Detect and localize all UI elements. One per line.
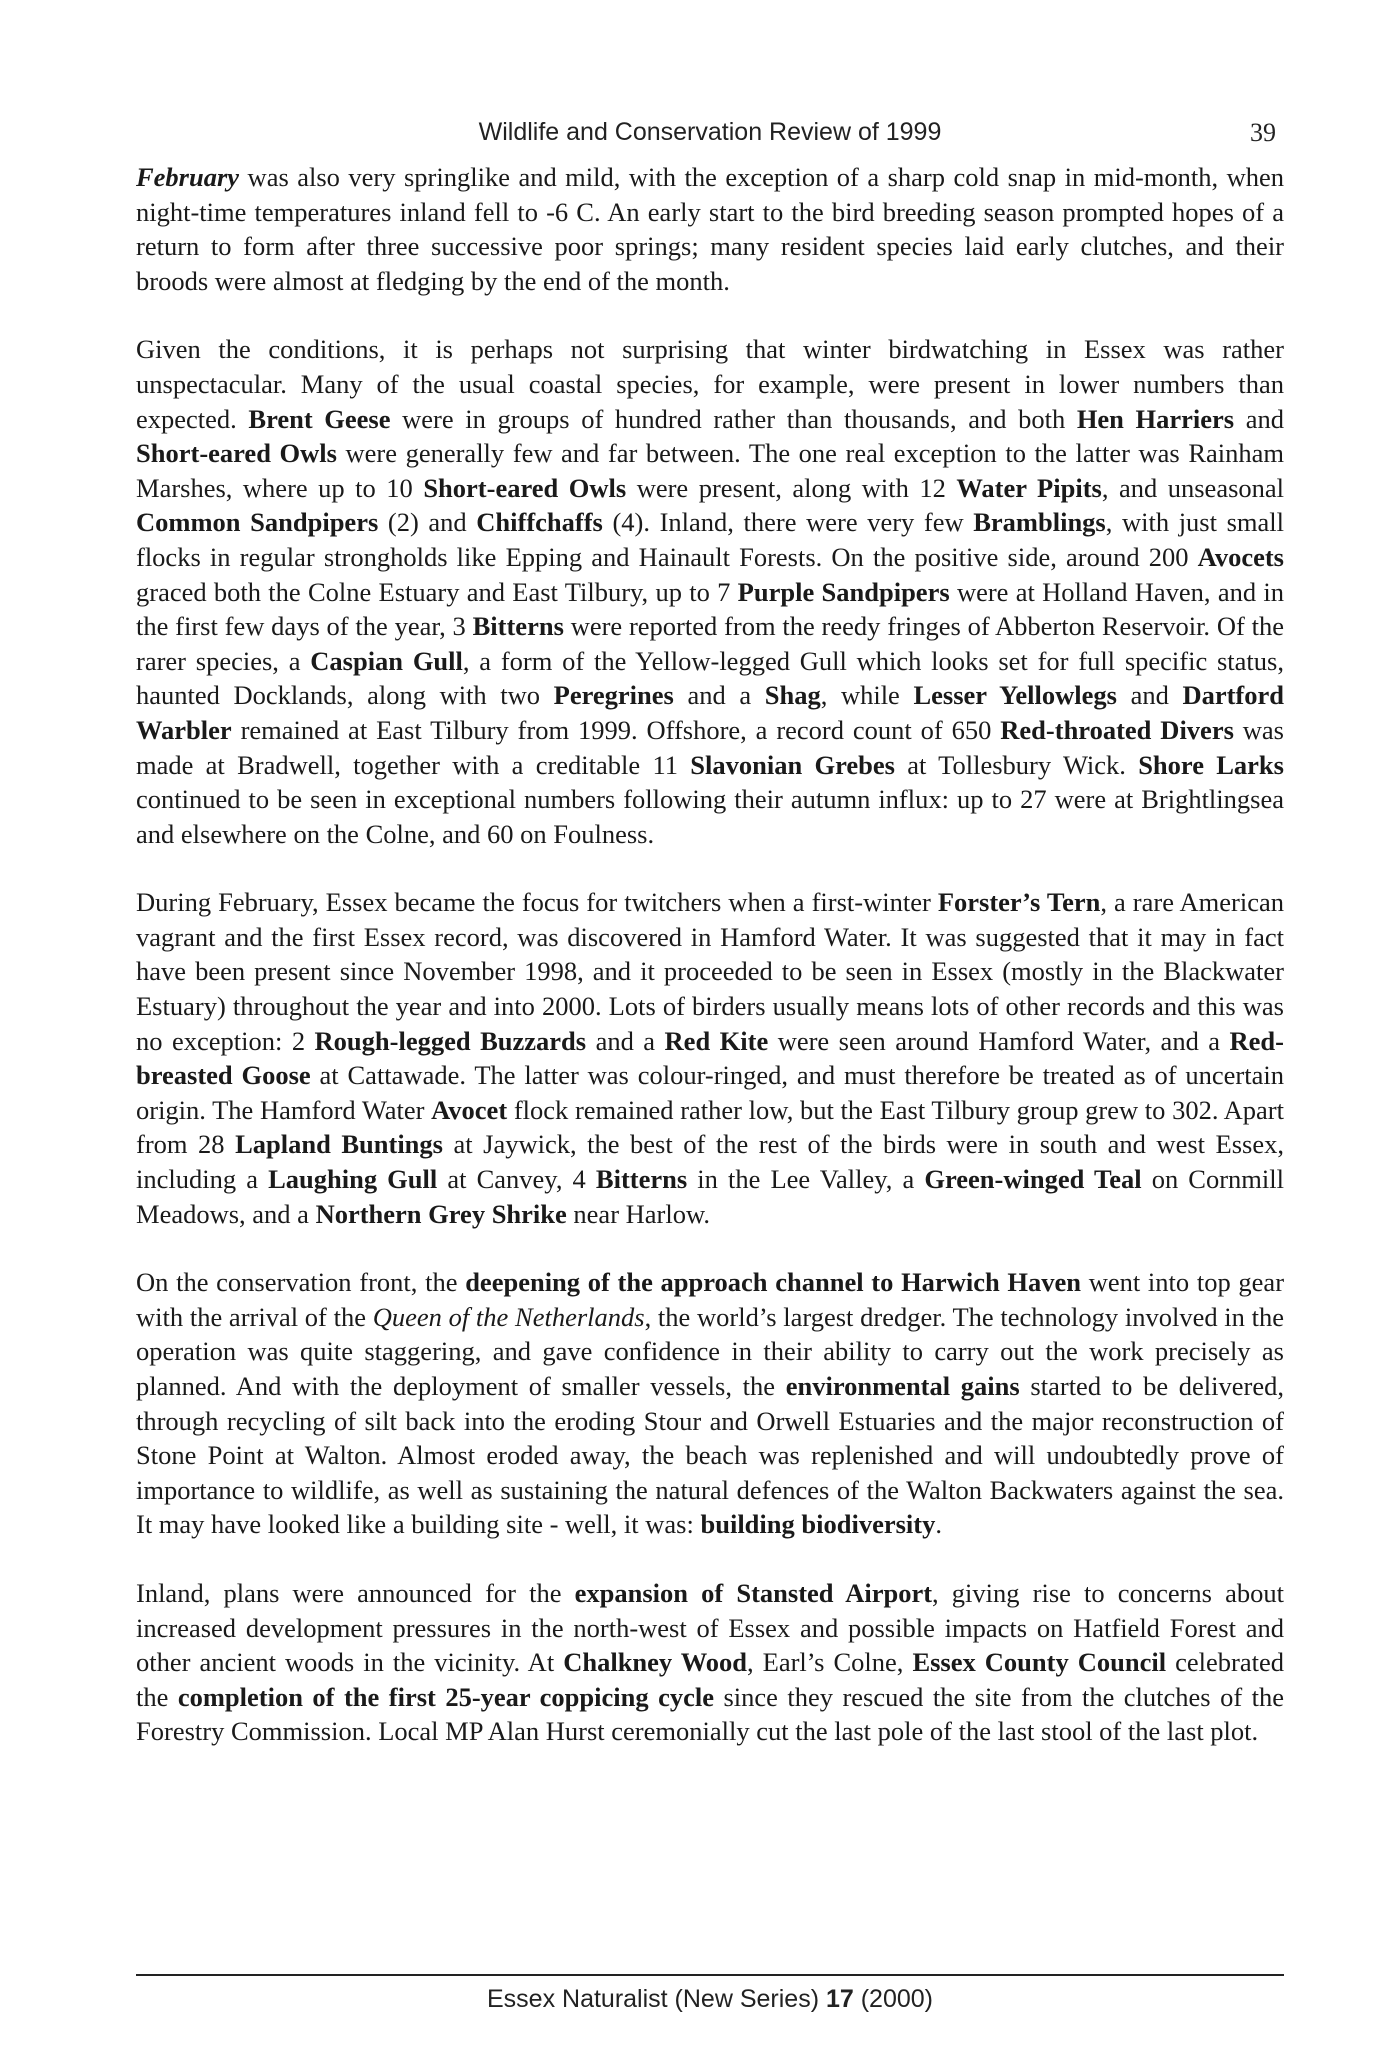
bold-term: Short-eared Owls [423, 472, 627, 503]
bold-term: completion of the first 25-year coppicing cycle [177, 1681, 714, 1712]
page-number: 39 [1250, 118, 1276, 147]
bold-term: Short-eared Owls [136, 438, 337, 469]
text-run: celebrated the [136, 1647, 1284, 1712]
text-run: and [1234, 403, 1284, 434]
text-run: at Canvey, 4 [437, 1164, 596, 1195]
text-run: were at Holland Haven, and in the first few days of the year, 3 [136, 576, 1284, 642]
bold-term: Shag [764, 680, 821, 711]
text-run: were reported from the reedy fringes of Abberton Reservoir. Of the rarer species, a [136, 611, 1284, 676]
running-head-title: Wildlife and Conservation Review of 1999 [478, 118, 942, 146]
text-run: . [935, 1509, 942, 1540]
text-run: near Harlow. [566, 1198, 711, 1229]
bold-term: Forster’s Tern [937, 887, 1101, 918]
footer-year: (2000) [860, 1985, 933, 2013]
text-run: , giving rise to concerns about increased development pressures in the north-west of Essex and possible impacts on Hatfield Forest and other ancient woods in the vicinity. At [136, 1577, 1284, 1678]
page-footer [136, 1982, 1284, 2016]
bold-term: Red-breasted Goose [136, 1025, 1284, 1091]
bold-italic-term-text: February [136, 162, 240, 192]
bold-term: Water Pipits [956, 472, 1102, 503]
text-run: , with just small flocks in regular strongholds like Epping and Hainault Forests. On the positive side, around 200 [136, 507, 1284, 572]
bold-term: Lesser Yellowlegs [913, 680, 1117, 711]
italic-term: Queen of the Netherlands [372, 1301, 645, 1332]
bold-term: deepening of the approach channel to Harwich Haven [465, 1267, 1082, 1298]
bold-term: environmental gains [785, 1371, 1020, 1401]
text-run: on Cornmill Meadows, and a [136, 1164, 1284, 1229]
paragraph [136, 1576, 1284, 1749]
text-run: , the world’s largest dredger. The technology involved in the operation was quite staggering, and gave confidence in their ability to carry out the work precisely as planned. And with the deployment of smaller vessels, the [136, 1301, 1285, 1401]
bold-term: Brent Geese [248, 403, 391, 434]
bold-term: Common Sandpipers [136, 507, 379, 538]
text-run: Given the conditions, it is perhaps not surprising that winter birdwatching in Essex was rather unspectacular. Many of the usual coastal species, for example, were present in lower numbers than expected. [136, 334, 1284, 434]
text-run: , Earl’s Colne, [747, 1647, 913, 1678]
bold-term: Purple Sandpipers [737, 576, 950, 607]
bold-term: Red-throated Divers [1000, 714, 1234, 745]
text-run: was also very springlike and mild, with the exception of a sharp cold snap in mid-month, when night-time temperatures inland fell to -6 C. An early start to the bird breeding season prompted hopes of a return to form after three successive poor springs; many resident species laid early clutches, and their broods were almost at fledging by the end of the month. [136, 162, 1284, 296]
bold-term: Bramblings [973, 507, 1106, 538]
text-run: remained at East Tilbury from 1999. Offshore, a record count of 650 [231, 714, 1001, 745]
text-run: and [1116, 680, 1183, 711]
bold-term: expansion of Stansted Airport [574, 1577, 933, 1608]
bold-term: Hen Harriers [1076, 403, 1235, 434]
text-run: at Cattawade. The latter was colour-ringed, and must therefore be treated as of uncertain origin. The Hamford Water [136, 1060, 1284, 1125]
text-run: graced both the Colne Estuary and East Tilbury, up to 7 [136, 576, 738, 607]
bold-italic-term [136, 162, 239, 192]
bold-term: Shore Larks [1138, 749, 1284, 780]
bold-term: Lapland Buntings [235, 1129, 443, 1160]
text-run: Inland, plans were announced for the [136, 1577, 575, 1608]
text-run: were seen around Hamford Water, and a [768, 1025, 1230, 1056]
article-body [136, 160, 1284, 1749]
document-page [136, 110, 1285, 2013]
bold-term: Chiffchaffs [476, 507, 603, 538]
text-run: were in groups of hundred rather than thousands, and both [390, 403, 1077, 434]
text-run: went into top gear with the arrival of the [136, 1267, 1285, 1332]
bold-term: Essex County Council [912, 1647, 1167, 1678]
text-run: started to be delivered, through recycling of silt back into the eroding Stour and Orwell Estuaries and the major reconstruction of Stone Point at Walton. Almost eroded away, the beach was replenished and will undoubtedly prove of importance to wildlife, as well as sustaining the natural defences of the Walton Backwaters against the sea. It may have looked like a building site - well, it was: [136, 1371, 1284, 1540]
bold-term: Slavonian Grebes [690, 749, 895, 780]
bold-term: building biodiversity [700, 1509, 936, 1540]
bold-term: Laughing Gull [268, 1164, 438, 1195]
text-run: , a rare American vagrant and the first Essex record, was discovered in Hamford Water. It was suggested that it may in fact have been present since November 1998, and it proceeded to be seen in Essex (mostly in the Blackwater Estuary) throughout the year and into 2000. Lots of birders usually means lots of other records and this was no exception: 2 [136, 887, 1284, 1056]
text-run: in the Lee Valley, a [687, 1164, 925, 1195]
text-run: were present, along with 12 [626, 472, 957, 503]
bold-term: Avocet [431, 1094, 508, 1125]
text-run: flock remained rather low, but the East Tilbury group grew to 302. Apart from 28 [136, 1094, 1284, 1160]
text-run: at Tollesbury Wick. [894, 749, 1139, 780]
paragraph [136, 332, 1284, 851]
bold-term: Bitterns [595, 1164, 688, 1195]
bold-term: Bitterns [472, 611, 564, 642]
bold-term: Caspian Gull [310, 645, 463, 676]
text-run: On the conservation front, the [136, 1267, 466, 1298]
text-run: at Jaywick, the best of the rest of the birds were in south and west Essex, including a [136, 1129, 1284, 1195]
bold-term: Rough-legged Buzzards [314, 1025, 587, 1056]
text-run: was made at Bradwell, together with a creditable 11 [136, 714, 1284, 780]
bold-term: Avocets [1197, 541, 1284, 572]
text-run: were generally few and far between. The one real exception to the latter was Rainham Marshes, where up to 10 [136, 438, 1284, 503]
text-run: , and unseasonal [1101, 472, 1285, 503]
text-run: (2) and [378, 507, 477, 538]
text-run: , a form of the Yellow-legged Gull which looks set for full specific status, haunted Docklands, along with two [136, 645, 1284, 711]
paragraph [136, 160, 1284, 298]
footer-journal: Essex Naturalist (New Series) [486, 1985, 820, 2013]
text-run: and a [586, 1025, 665, 1056]
text-run: since they rescued the site from the clutches of the Forestry Commission. Local MP Alan Hurst ceremonially cut the last pole of the last stool of the last plot. [136, 1681, 1284, 1747]
footer-volume: 17 [825, 1985, 854, 2013]
bold-term: Northern Grey Shrike [315, 1198, 567, 1229]
text-run: , while [820, 680, 914, 711]
text-run: and a [673, 680, 765, 711]
paragraph [136, 885, 1284, 1231]
bold-term: Dartford Warbler [136, 680, 1285, 745]
paragraph [136, 1265, 1284, 1542]
footer-rule [136, 1974, 1284, 1976]
bold-term: Green-winged Teal [924, 1164, 1142, 1195]
text-run: (4). Inland, there were very few [602, 507, 974, 538]
text-run: continued to be seen in exceptional numbers following their autumn influx: up to 27 were at Brightlingsea and elsewhere on the Colne, and 60 on Foulness. [136, 784, 1284, 849]
bold-term: Chalkney Wood [563, 1647, 747, 1678]
bold-term: Peregrines [553, 680, 674, 711]
text-run: During February, Essex became the focus for twitchers when a first-winter [136, 887, 938, 918]
running-head [136, 110, 1284, 154]
bold-term: Red Kite [664, 1025, 769, 1056]
